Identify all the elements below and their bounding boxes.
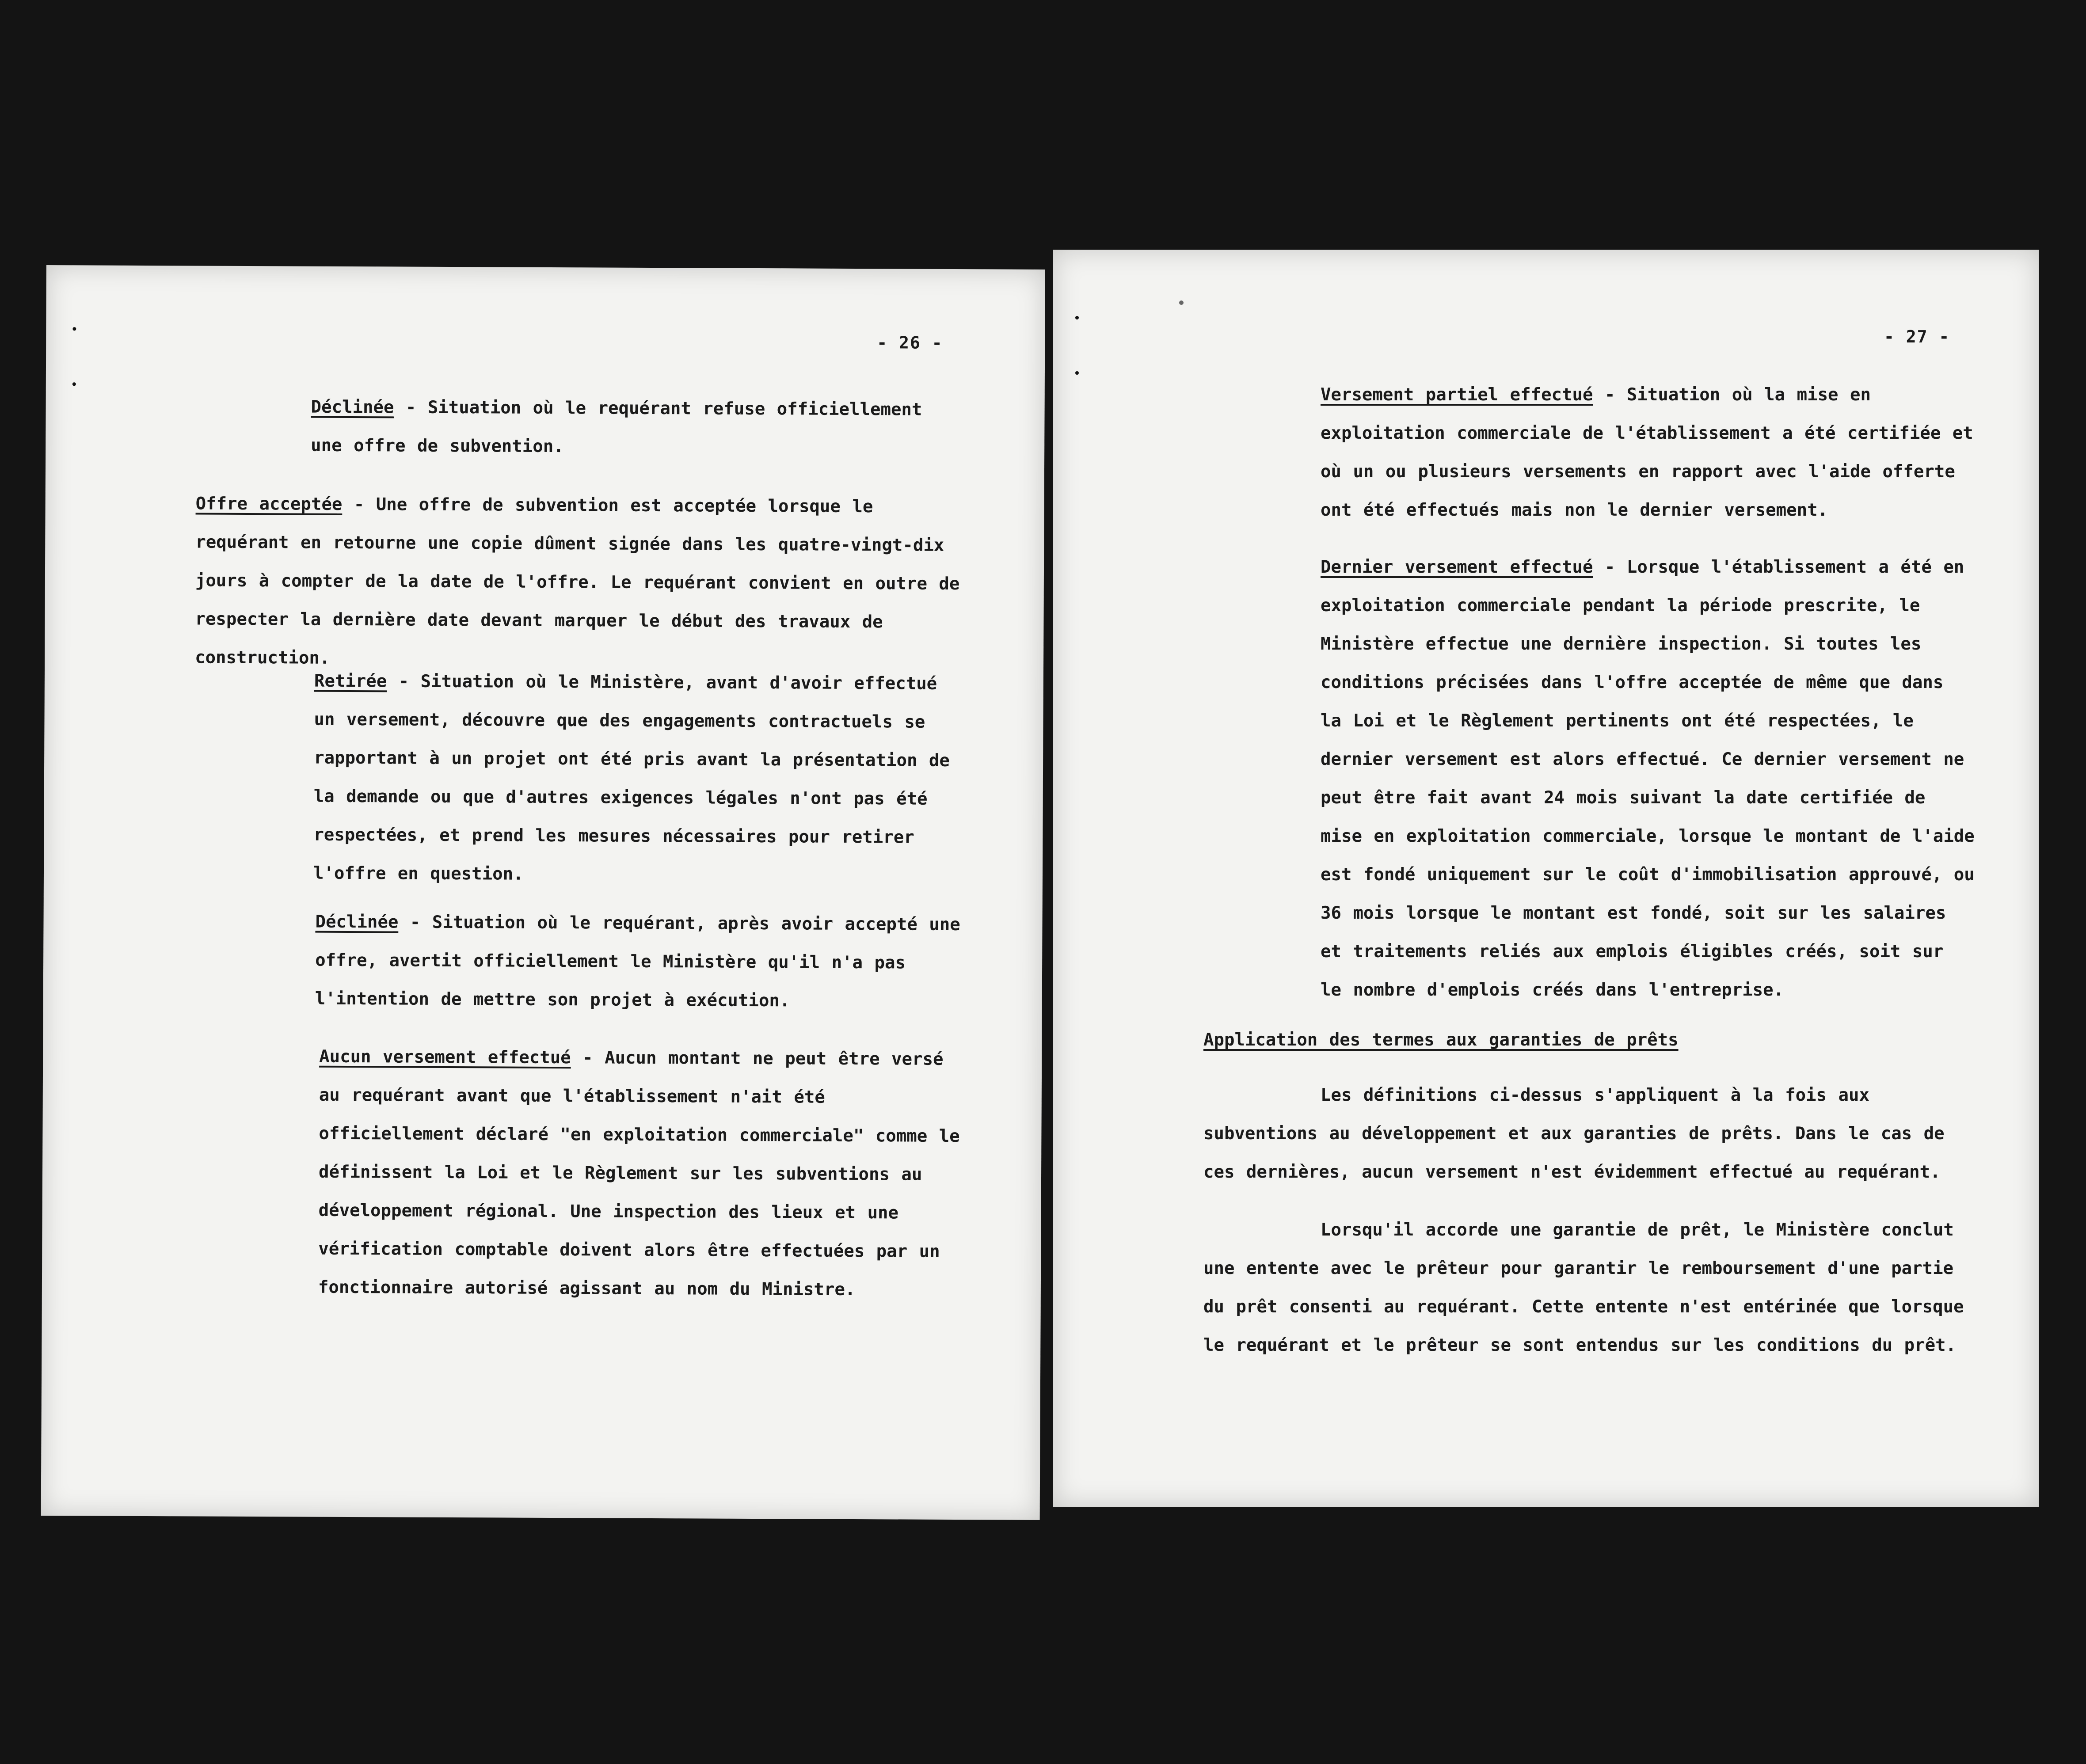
definition-paragraph [311,388,956,468]
body-paragraph: Les définitions ci-dessus s'appliquent à la fois aux subventions au développement et aux garanties de prêts. Dans le cas de ces dernières, aucun versement n'est évidemment effectué au requérant. [1203,1085,1945,1182]
defined-term: Dernier versement effectué [1321,557,1593,577]
defined-term: Aucun versement effectué [319,1046,571,1068]
definition-text: - Situation où la mise en exploitation commerciale de l'établissement a été certifiée et où un ou plusieurs versements en rapport avec l'aide offerte ont été effectués mais non le dernier versement. [1321,385,1973,520]
definition-paragraph [318,1038,965,1309]
page-number: - 27 - [1884,327,1950,346]
defined-term: Déclinée [311,397,394,418]
definition-paragraph [315,903,965,1021]
definition-text: - Aucun montant ne peut être versé au requérant avant que l'établissement n'ait été officiellement déclaré "en exploitation commerciale" comme le définissent la Loi et le Règlement sur les subventions au développement régional. Une inspection des lieux et une vérification comptable doivent alors être effectuées par un fonctionnaire autorisé agissant au nom du Ministre. [318,1048,960,1300]
defined-term: Versement partiel effectué [1321,385,1593,405]
scan-speck [1075,316,1079,319]
scan-speck [72,327,76,331]
defined-term: Offre acceptée [195,494,343,514]
definition-text: - Situation où le Ministère, avant d'avoir effectué un versement, découvre que des engagements contractuels se rapportant à un projet ont été pris avant la présentation de la demande ou que d'autres exigences légales n'ont pas été respectées, et prend les mesures nécessaires pour retirer l'offre en question. [313,671,950,884]
page-number: - 26 - [877,333,943,353]
body-paragraph: Lorsqu'il accorde une garantie de prêt, le Ministère conclut une entente avec le prêteur pour garantir le remboursement d'une partie du prêt consenti au requérant. Cette entente n'est entérinée que lorsque le requérant et le prêteur se sont entendus sur les conditions du prêt. [1203,1220,1964,1355]
scan-speck [1179,300,1184,305]
definition-paragraph [1321,376,1975,529]
definition-text: - Situation où le requérant, après avoir accepté une offre, avertit officiellement le Ministère qu'il n'a pas l'intention de mettre son projet à exécution. [315,912,960,1011]
definition-paragraph [1321,548,1975,1009]
definition-paragraph [195,484,965,680]
definition-text: - Lorsque l'établissement a été en exploitation commerciale pendant la période prescrite, le Ministère effectue une dernière inspection. Si toutes les conditions précisées dans l'offre acceptée de même que dans la Loi et le Règlement pertinents ont été respectées, le dernier versement est alors effectué. Ce dernier versement ne peut être fait avant 24 mois suivant la date certifiée de mise en exploitation commerciale, lorsque le montant de l'aide est fondé uniquement sur le coût d'immobilisation approuvé, ou 36 mois lorsque le montant est fondé, soit sur les salaires et traitements reliés aux emplois éligibles créés, soit sur le nombre d'emplois créés dans l'entreprise. [1321,557,1975,1000]
definition-text: - Une offre de subvention est acceptée lorsque le requérant en retourne une copie dûment signée dans les quatre-vingt-dix jours à compter de la date de l'offre. Le requérant convient en outre de respecter la dernière date devant marquer le début des travaux de construction. [195,494,960,668]
definition-text: - Situation où le requérant refuse officiellement une offre de subvention. [311,397,922,457]
section-heading [1203,1021,1866,1059]
defined-term: Déclinée [315,912,399,932]
scan-speck [72,382,76,386]
definition-paragraph [313,662,964,895]
section-heading-text: Application des termes aux garanties de prêts [1203,1030,1679,1050]
right-document-page [1053,250,2039,1507]
left-document-page [41,265,1045,1520]
scan-speck [1075,371,1079,375]
defined-term: Retirée [314,671,387,692]
